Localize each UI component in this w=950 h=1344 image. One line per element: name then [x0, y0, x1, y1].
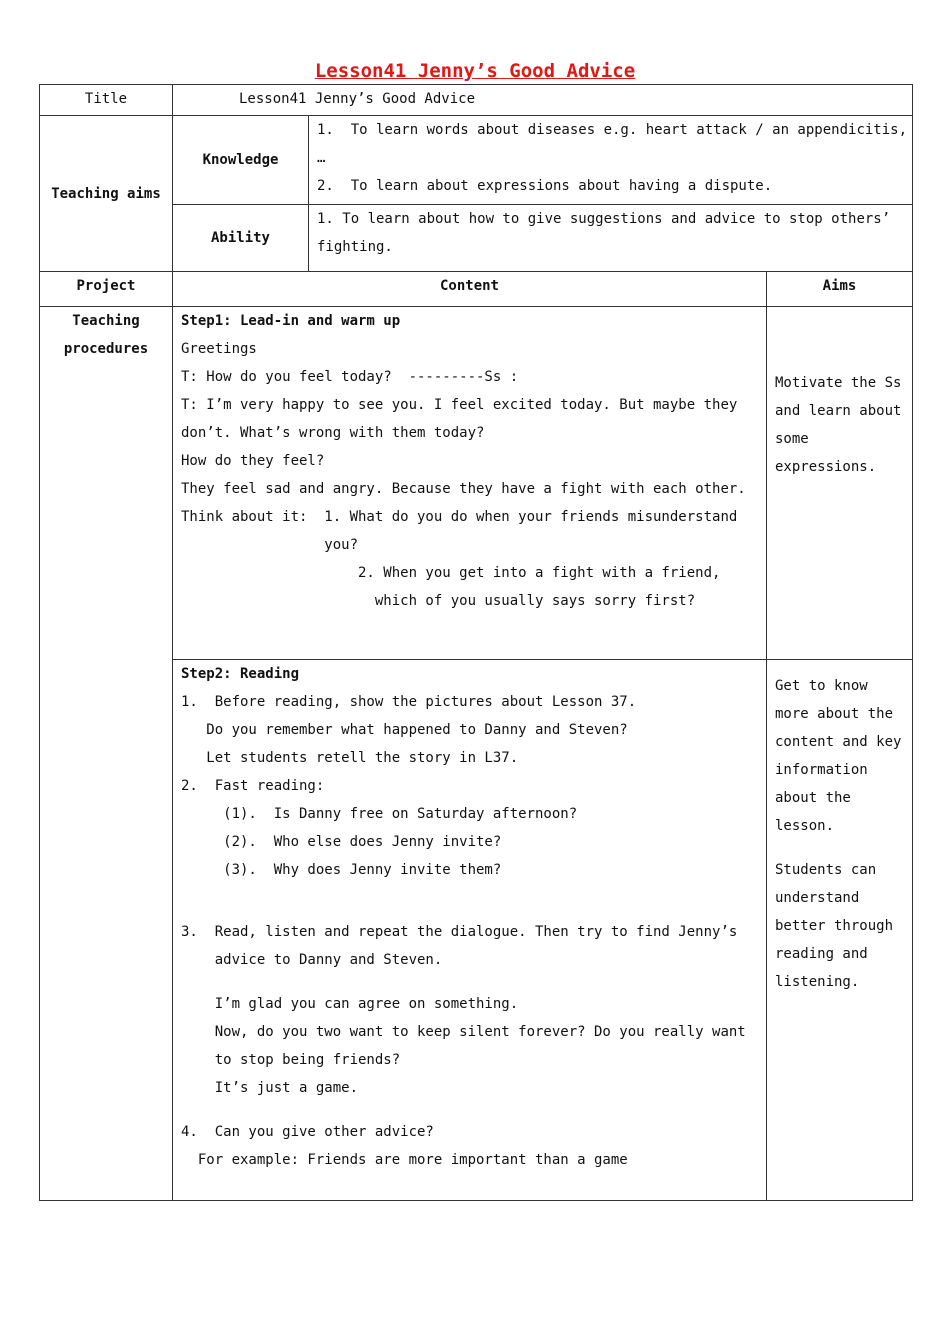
- step2-heading: Step2: Reading: [181, 666, 300, 682]
- knowledge-content: [309, 116, 913, 205]
- step1-line: you?: [181, 537, 359, 553]
- knowledge-item: 1. To learn words about diseases e.g. heart attack / an appendicitis,: [317, 122, 908, 138]
- step1-line: How do they feel?: [181, 453, 325, 469]
- step1-aims: [767, 307, 913, 660]
- step2-aim-line: Get to know: [775, 678, 868, 694]
- step2-line: 4. Can you give other advice?: [181, 1124, 434, 1140]
- step2-line: For example: Friends are more important than a game: [181, 1152, 628, 1168]
- step2-line: 3. Read, listen and repeat the dialogue. Then try to find Jenny’s: [181, 924, 738, 940]
- ability-label: Ability: [173, 205, 309, 272]
- step2-aim-line: content and key: [775, 734, 902, 750]
- step2-aim-line: lesson.: [775, 818, 835, 834]
- step2-line: to stop being friends?: [181, 1052, 401, 1068]
- step2-aim-line: about the: [775, 790, 851, 806]
- project-header: Project: [40, 272, 173, 307]
- step1-line: T: I’m very happy to see you. I feel excited today. But maybe they: [181, 397, 738, 413]
- step2-aim-line: more about the: [775, 706, 894, 722]
- step2-aim-line: Students can: [775, 862, 877, 878]
- step1-aim-line: some: [775, 431, 809, 447]
- step2-aim-line: listening.: [775, 974, 860, 990]
- step2-line: 2. Fast reading:: [181, 778, 325, 794]
- step2-aim-line: reading and: [775, 946, 868, 962]
- step1-aim-line: and learn about: [775, 403, 902, 419]
- step1-line: which of you usually says sorry first?: [181, 593, 696, 609]
- step1-line: Think about it: 1. What do you do when your friends misunderstand: [181, 509, 738, 525]
- step2-line: 1. Before reading, show the pictures about Lesson 37.: [181, 694, 637, 710]
- step1-heading: Step1: Lead-in and warm up: [181, 313, 401, 329]
- step2-line: (3). Why does Jenny invite them?: [181, 862, 502, 878]
- step1-aim-line: expressions.: [775, 459, 877, 475]
- step1-aim-line: Motivate the Ss: [775, 375, 902, 391]
- step2-line: Do you remember what happened to Danny and Steven?: [181, 722, 628, 738]
- knowledge-label: Knowledge: [173, 116, 309, 205]
- step1-line: 2. When you get into a fight with a friend,: [181, 565, 721, 581]
- step2-aims: [767, 660, 913, 1201]
- step1-content: [173, 307, 767, 660]
- step1-line: T: How do you feel today? ---------Ss :: [181, 369, 519, 385]
- ability-item: fighting.: [317, 239, 393, 255]
- aims-header: Aims: [767, 272, 913, 307]
- step2-aim-line: better through: [775, 918, 894, 934]
- step2-content: [173, 660, 767, 1201]
- lesson-plan-table: [39, 84, 913, 1201]
- step1-line: don’t. What’s wrong with them today?: [181, 425, 485, 441]
- step2-line: It’s just a game.: [181, 1080, 359, 1096]
- content-header: Content: [173, 272, 767, 307]
- ability-content: [309, 205, 913, 272]
- step1-line: Greetings: [181, 341, 257, 357]
- title-value: Lesson41 Jenny’s Good Advice: [173, 85, 913, 116]
- procedures-label-line: procedures: [63, 341, 149, 357]
- step2-line: Let students retell the story in L37.: [181, 750, 519, 766]
- step2-line: advice to Danny and Steven.: [181, 952, 443, 968]
- ability-item: 1. To learn about how to give suggestions and advice to stop others’: [317, 211, 891, 227]
- title-label: Title: [40, 85, 173, 116]
- teaching-aims-label: Teaching aims: [40, 116, 173, 272]
- step2-line: (2). Who else does Jenny invite?: [181, 834, 502, 850]
- knowledge-item: …: [317, 150, 326, 166]
- document-title: Lesson41 Jenny’s Good Advice: [314, 60, 636, 82]
- knowledge-item: 2. To learn about expressions about having a dispute.: [317, 178, 773, 194]
- step2-line: Now, do you two want to keep silent forever? Do you really want: [181, 1024, 746, 1040]
- procedures-label-line: Teaching: [72, 313, 140, 329]
- step2-line: (1). Is Danny free on Saturday afternoon?: [181, 806, 578, 822]
- step2-line: I’m glad you can agree on something.: [181, 996, 519, 1012]
- column-header-row: [40, 272, 913, 307]
- title-row: [40, 85, 913, 116]
- knowledge-row: [40, 116, 913, 205]
- teaching-procedures-label: [40, 307, 173, 1201]
- step1-row: [40, 307, 913, 660]
- step2-aim-line: understand: [775, 890, 860, 906]
- step2-aim-line: information: [775, 762, 868, 778]
- step1-line: They feel sad and angry. Because they have a fight with each other.: [181, 481, 746, 497]
